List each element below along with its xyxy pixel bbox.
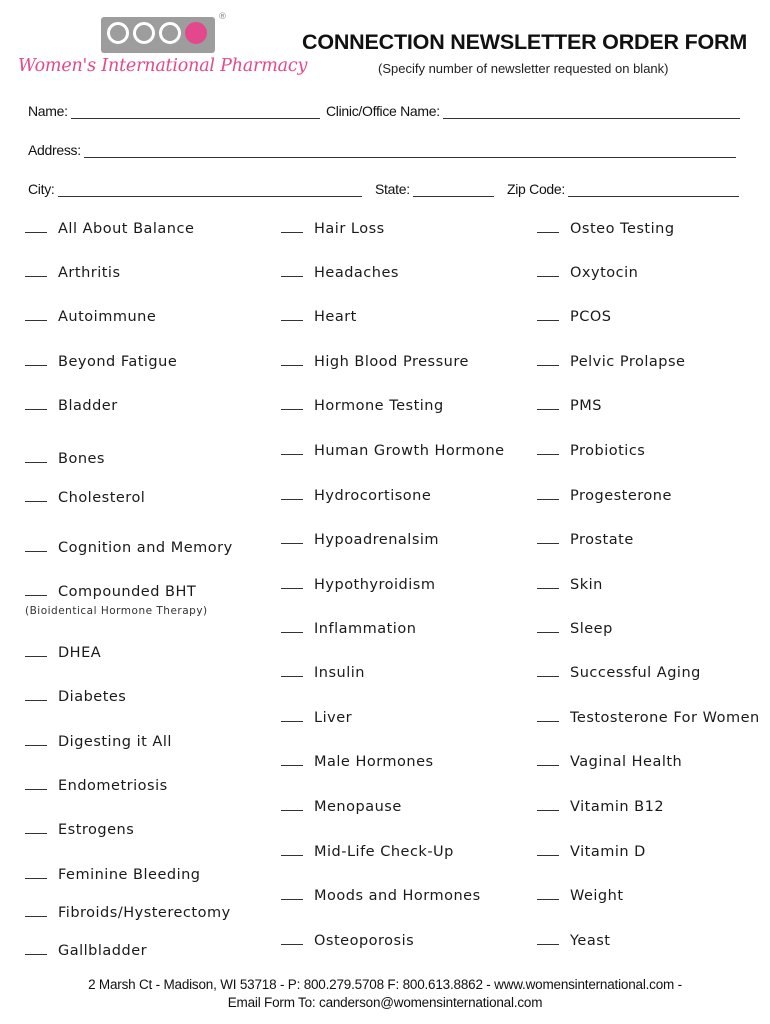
registered-mark: ® — [218, 12, 227, 22]
state-label: State: — [375, 181, 410, 197]
newsletter-item[interactable]: Liver — [281, 709, 352, 726]
newsletter-item[interactable]: Autoimmune — [25, 308, 156, 325]
clinic-label: Clinic/Office Name: — [326, 103, 440, 119]
newsletter-item[interactable]: Bones — [25, 450, 105, 467]
newsletter-item[interactable]: Prostate — [537, 531, 634, 548]
newsletter-item[interactable]: Osteoporosis — [281, 932, 414, 949]
name-field[interactable] — [28, 101, 320, 119]
newsletter-item[interactable]: Hypothyroidism — [281, 576, 435, 593]
page-title: CONNECTION NEWSLETTER ORDER FORM — [302, 30, 748, 54]
zip-label: Zip Code: — [507, 181, 565, 197]
newsletter-item[interactable]: Feminine Bleeding — [25, 866, 201, 883]
newsletter-item[interactable]: Endometriosis — [25, 777, 168, 794]
newsletter-item[interactable]: Diabetes — [25, 688, 126, 705]
newsletter-item[interactable]: Hormone Testing — [281, 397, 444, 414]
newsletter-item[interactable]: Mid-Life Check-Up — [281, 843, 454, 860]
newsletter-item[interactable]: PMS — [537, 397, 602, 414]
footer-contact: 2 Marsh Ct - Madison, WI 53718 - P: 800.279.5708 F: 800.613.8862 - www.womensinternational.com - — [88, 977, 682, 992]
pharmacy-logo — [18, 12, 308, 84]
newsletter-item[interactable]: Estrogens — [25, 821, 134, 838]
newsletter-item[interactable]: Cholesterol — [25, 489, 145, 506]
newsletter-item[interactable]: Insulin — [281, 664, 365, 681]
page-subtitle: (Specify number of newsletter requested on blank) — [378, 61, 669, 76]
bht-note: (Bioidentical Hormone Therapy) — [25, 605, 208, 617]
female-symbols-icon — [101, 17, 215, 53]
address-label: Address: — [28, 142, 81, 158]
newsletter-item[interactable]: Headaches — [281, 264, 399, 281]
newsletter-item[interactable]: Yeast — [537, 932, 610, 949]
newsletter-item[interactable]: Arthritis — [25, 264, 121, 281]
newsletter-item[interactable]: Progesterone — [537, 487, 672, 504]
newsletter-item[interactable]: Inflammation — [281, 620, 416, 637]
newsletter-item[interactable]: Skin — [537, 576, 603, 593]
newsletter-item[interactable]: Cognition and Memory — [25, 539, 233, 556]
newsletter-item[interactable]: Probiotics — [537, 442, 645, 459]
newsletter-item[interactable]: Weight — [537, 887, 624, 904]
newsletter-item[interactable]: DHEA — [25, 644, 101, 661]
newsletter-item[interactable]: Osteo Testing — [537, 220, 675, 237]
newsletter-item[interactable]: Gallbladder — [25, 942, 147, 959]
newsletter-item[interactable]: Bladder — [25, 397, 118, 414]
newsletter-item[interactable]: Human Growth Hormone — [281, 442, 505, 459]
zip-field[interactable] — [507, 179, 739, 197]
newsletter-item[interactable]: Moods and Hormones — [281, 887, 481, 904]
newsletter-item[interactable]: Oxytocin — [537, 264, 638, 281]
newsletter-item[interactable]: Hypoadrenalsim — [281, 531, 439, 548]
newsletter-item[interactable]: Testosterone For Women — [537, 709, 760, 726]
newsletter-item[interactable]: Beyond Fatigue — [25, 353, 177, 370]
newsletter-item[interactable]: Hair Loss — [281, 220, 385, 237]
state-field[interactable] — [375, 179, 494, 197]
newsletter-item[interactable]: Male Hormones — [281, 753, 434, 770]
newsletter-item[interactable]: Fibroids/Hysterectomy — [25, 904, 231, 921]
newsletter-item[interactable]: Vaginal Health — [537, 753, 682, 770]
newsletter-item[interactable]: Sleep — [537, 620, 613, 637]
footer-email: Email Form To: canderson@womensinternational.com — [227, 995, 543, 1010]
newsletter-item[interactable]: Compounded BHT — [25, 583, 196, 600]
logo-text: Women's International Pharmacy — [18, 56, 308, 76]
address-field[interactable] — [28, 140, 736, 158]
newsletter-item[interactable]: Menopause — [281, 798, 402, 815]
newsletter-item[interactable]: High Blood Pressure — [281, 353, 469, 370]
city-label: City: — [28, 181, 55, 197]
newsletter-item[interactable]: All About Balance — [25, 220, 194, 237]
newsletter-item[interactable]: Vitamin D — [537, 843, 646, 860]
newsletter-item[interactable]: Heart — [281, 308, 357, 325]
newsletter-item[interactable]: Hydrocortisone — [281, 487, 431, 504]
name-label: Name: — [28, 103, 68, 119]
newsletter-item[interactable]: Pelvic Prolapse — [537, 353, 685, 370]
newsletter-item[interactable]: PCOS — [537, 308, 612, 325]
newsletter-item[interactable]: Successful Aging — [537, 664, 701, 681]
newsletter-item[interactable]: Vitamin B12 — [537, 798, 664, 815]
newsletter-item[interactable]: Digesting it All — [25, 733, 172, 750]
city-field[interactable] — [28, 179, 362, 197]
clinic-field[interactable] — [326, 101, 740, 119]
